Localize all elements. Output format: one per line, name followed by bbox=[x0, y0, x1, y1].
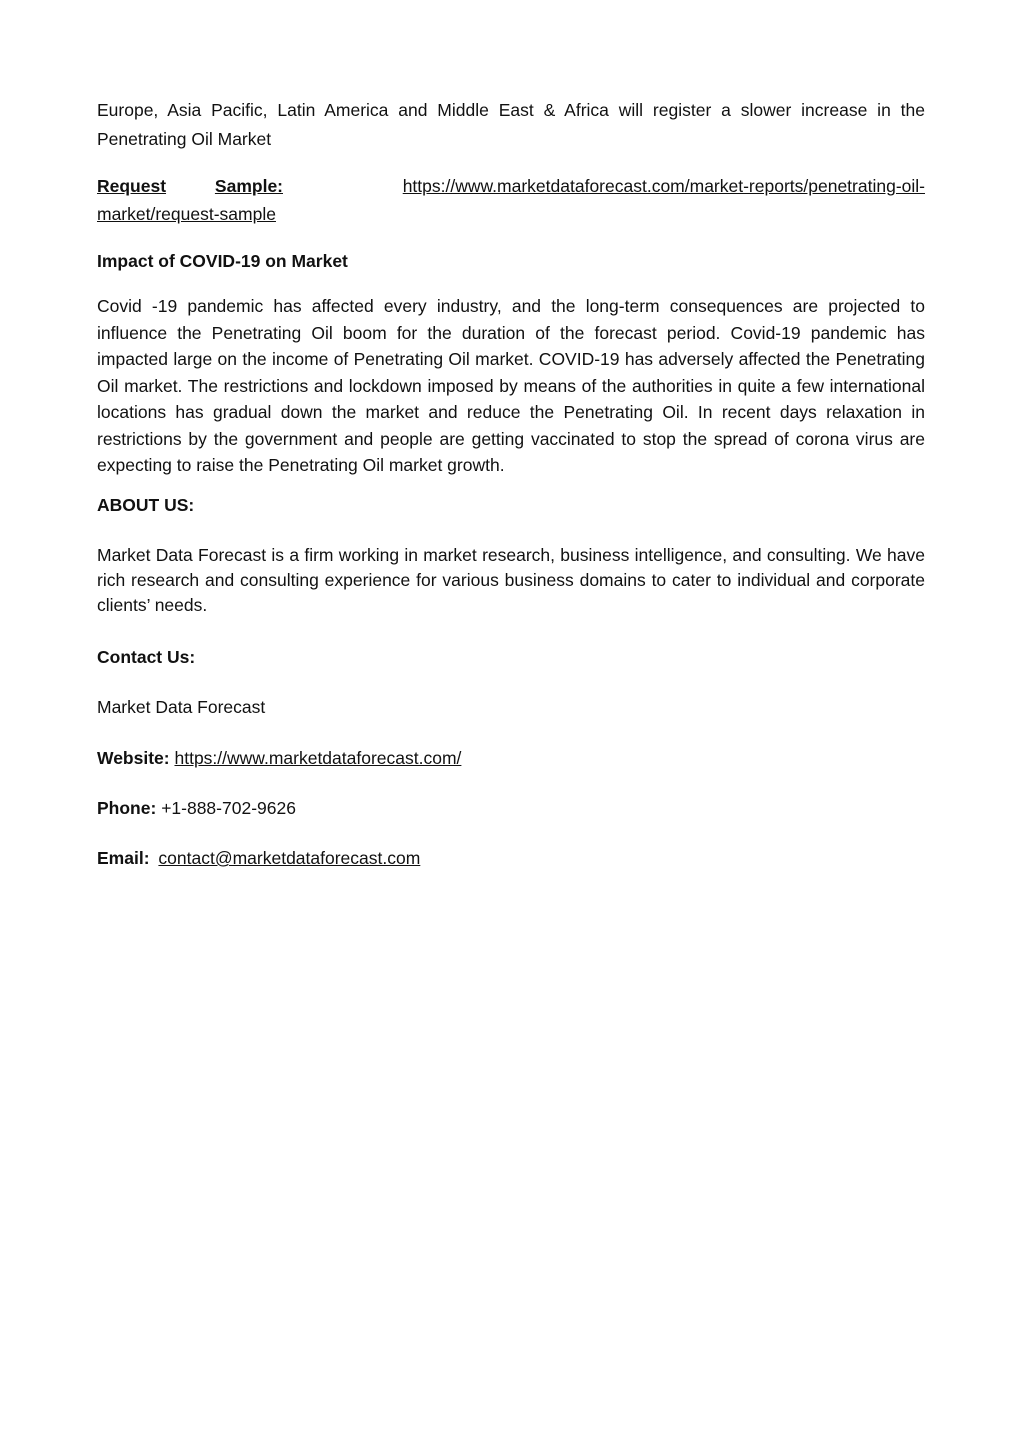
request-sample-label: Request Sample: bbox=[97, 176, 283, 196]
email-label: Email: bbox=[97, 848, 150, 868]
covid-heading: Impact of COVID-19 on Market bbox=[97, 251, 348, 271]
company-name: Market Data Forecast bbox=[97, 697, 266, 717]
email-link[interactable]: contact@marketdataforecast.com bbox=[158, 848, 421, 868]
email-row bbox=[97, 847, 420, 869]
request-sample-block bbox=[97, 172, 925, 228]
about-paragraph: Market Data Forecast is a firm working in market research, business intelligence, and consulting. We have rich research and consulting experience for various business domains to cater to individual and corporate clients’ needs. bbox=[97, 545, 925, 615]
request-sample-link-part2[interactable]: market/request-sample bbox=[97, 204, 276, 224]
website-row bbox=[97, 747, 461, 769]
contact-heading: Contact Us: bbox=[97, 647, 196, 667]
phone-label: Phone: bbox=[97, 798, 157, 818]
about-heading: ABOUT US: bbox=[97, 495, 195, 515]
request-sample-link-part1[interactable]: https://www.marketdataforecast.com/market-reports/penetrating-oil- bbox=[402, 176, 925, 196]
phone-value: +1-888-702-9626 bbox=[161, 798, 296, 818]
phone-row bbox=[97, 797, 296, 819]
website-link[interactable]: https://www.marketdataforecast.com/ bbox=[174, 748, 462, 768]
covid-paragraph: Covid -19 pandemic has affected every industry, and the long-term consequences are projected to influence the Penetrating Oil boom for the duration of the forecast period. Covid-19 pandemic has impacted large on the income of Penetrating Oil market. COVID-19 has adversely affected the Penetrating Oil market. The restrictions and lockdown imposed by means of the authorities in quite a few international locations has gradual down the market and reduce the Penetrating Oil. In recent days relaxation in restrictions by the government and people are getting vaccinated to stop the spread of corona virus are expecting to raise the Penetrating Oil market growth. bbox=[97, 296, 925, 475]
intro-paragraph: Europe, Asia Pacific, Latin America and Middle East & Africa will register a slower increase in the Penetrating Oil Market bbox=[97, 100, 925, 149]
website-label: Website: bbox=[97, 748, 170, 768]
